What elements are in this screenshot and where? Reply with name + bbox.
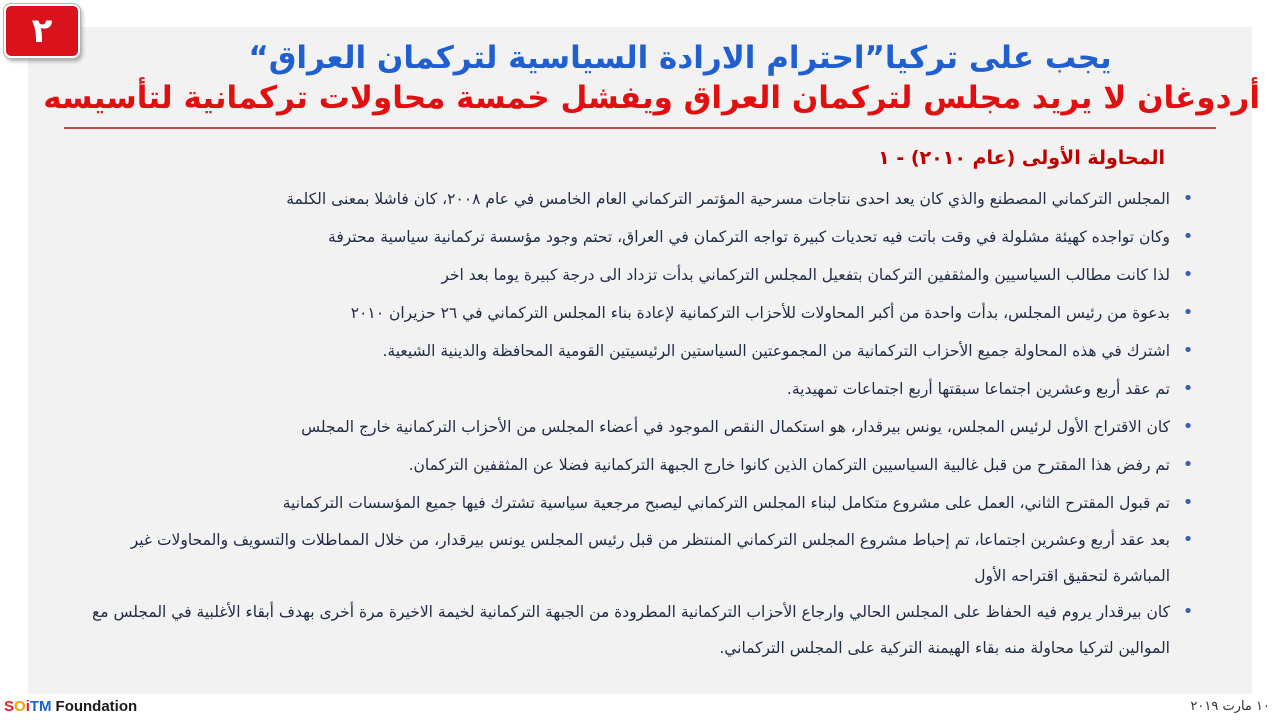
bullet-text: كان الاقتراح الأول لرئيس المجلس، يونس بيرقدار، هو استكمال النقص الموجود في أعضاء المجلس من الأحزاب التركمانية خارج المجلس	[301, 418, 1170, 436]
bullet-item	[70, 408, 1198, 446]
bullet-icon: •	[1182, 492, 1194, 513]
bullet-icon: •	[1182, 264, 1194, 285]
bullet-item	[70, 594, 1198, 666]
soitm-foundation-logo	[4, 698, 137, 715]
bullet-item	[70, 294, 1198, 332]
bullet-icon: •	[1182, 378, 1194, 399]
bullet-text: تم رفض هذا المقترح من قبل غالبية السياسيين التركمان الذين كانوا خارج الجبهة التركمانية فضلا عن المثقفين التركمان.	[408, 456, 1170, 474]
bullet-icon: •	[1182, 529, 1194, 550]
bullet-item	[70, 218, 1198, 256]
bullet-icon: •	[1182, 416, 1194, 437]
bullet-list	[70, 180, 1198, 666]
bullet-text: المجلس التركماني المصطنع والذي كان يعد احدى نتاجات مسرحية المؤتمر التركماني العام الخامس في عام ٢٠٠٨، كان فاشلا بمعنى الكلمة	[286, 190, 1170, 208]
bullet-item	[70, 332, 1198, 370]
bullet-icon: •	[1182, 601, 1194, 622]
bullet-text: بدعوة من رئيس المجلس، بدأت واحدة من أكبر المحاولات للأحزاب التركمانية لإعادة بناء المجلس التركماني في ٢٦ حزيران ٢٠١٠	[350, 304, 1170, 322]
logo-letter-s: S	[4, 698, 15, 715]
bullet-item	[70, 180, 1198, 218]
bullet-icon: •	[1182, 188, 1194, 209]
logo-letters-tm: TM	[29, 698, 52, 715]
logo-foundation-text: Foundation	[55, 698, 138, 715]
bullet-text: تم عقد أربع وعشرين اجتماعا سبقتها أربع اجتماعات تمهيدية.	[786, 380, 1170, 398]
bullet-item	[70, 522, 1198, 594]
bullet-icon: •	[1182, 340, 1194, 361]
bullet-item	[70, 370, 1198, 408]
bullet-item	[70, 446, 1198, 484]
slide-title-primary: يجب على تركيا”احترام الارادة السياسية لتركمان العراق“	[248, 40, 1112, 76]
bullet-text: لذا كانت مطالب السياسيين والمثقفين التركمان بتفعيل المجلس التركماني بدأت تزداد الى درجة كبيرة يوما بعد اخر	[441, 266, 1170, 284]
section-heading: المحاولة الأولى (عام ٢٠١٠) - ١	[878, 147, 1165, 169]
bullet-item	[70, 256, 1198, 294]
bullet-text: بعد عقد أربع وعشرين اجتماعا، تم إحباط مشروع المجلس التركماني المنتظر من قبل رئيس المجلس يونس بيرقدار، من خلال المماطلات والتسويف والمحاولات غير المباشرة لتحقيق اقتراحه الأول	[130, 531, 1170, 585]
bullet-item	[70, 484, 1198, 522]
page-number-badge: ٢	[4, 4, 80, 58]
bullet-text: كان بيرقدار يروم فيه الحفاظ على المجلس الحالي وارجاع الأحزاب التركمانية المطرودة من الجبهة التركمانية لخيمة الاخيرة مرة أخرى بهدف أبقاء الأغلبية في المجلس مع الموالين لتركيا محاولة منه بقاء الهيمنة التركية على المجلس التركماني.	[91, 603, 1170, 657]
logo-letter-o: O	[14, 698, 26, 715]
bullet-text: تم قبول المقترح الثاني، العمل على مشروع متكامل لبناء المجلس التركماني ليصبح مرجعية سياسية تشترك فيها جميع المؤسسات التركمانية	[282, 494, 1170, 512]
slide-title-secondary: أردوغان لا يريد مجلس لتركمان العراق ويفشل خمسة محاولات تركمانية لتأسيسه	[43, 80, 1260, 116]
bullet-icon: •	[1182, 454, 1194, 475]
bullet-icon: •	[1182, 226, 1194, 247]
bullet-text: وكان تواجده كهيئة مشلولة في وقت باتت فيه تحديات كبيرة تواجه التركمان في العراق، تحتم وجود مؤسسة تركمانية سياسية محترفة	[328, 228, 1170, 246]
logo-letter-i: i	[25, 698, 30, 715]
bullet-text: اشترك في هذه المحاولة جميع الأحزاب التركمانية من المجموعتين السياستين الرئيسيتين القومية المحافظة والدينية الشيعية.	[382, 342, 1170, 360]
title-divider	[64, 127, 1216, 129]
footer-date: ١٠ مارت ٢٠١٩	[1190, 699, 1270, 714]
bullet-icon: •	[1182, 302, 1194, 323]
